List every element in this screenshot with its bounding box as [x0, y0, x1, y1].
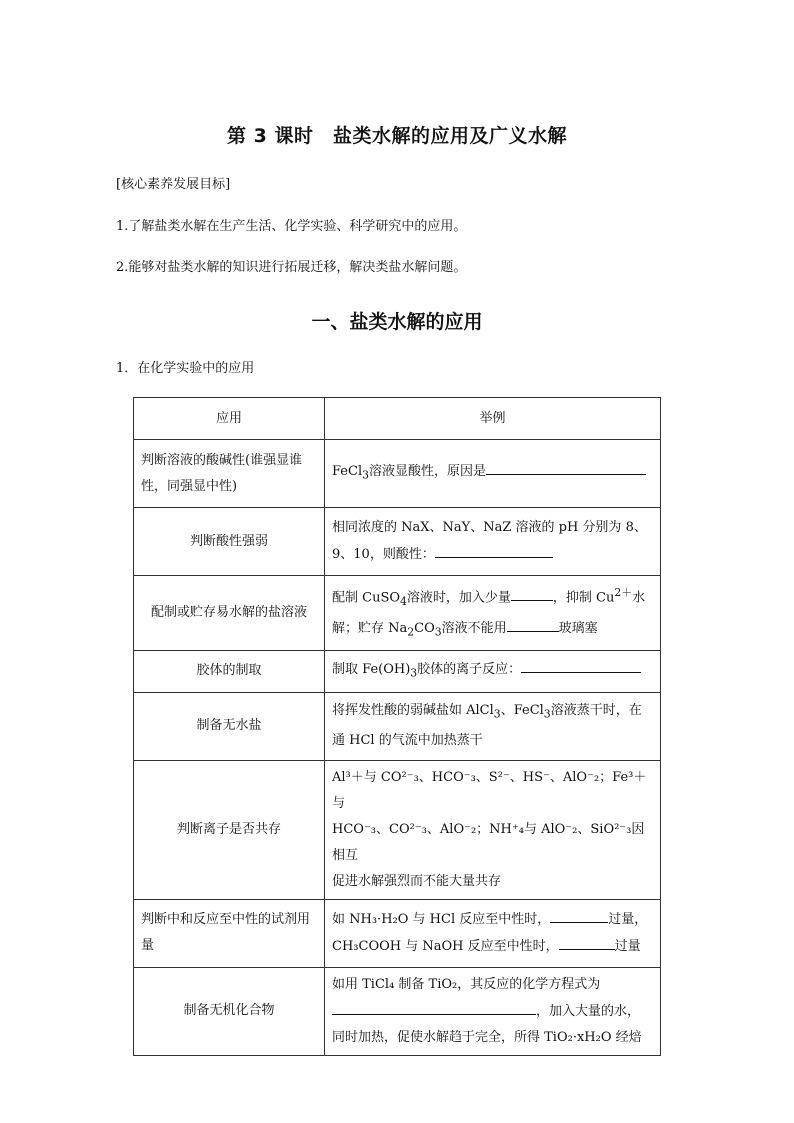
table-row [134, 650, 661, 692]
row-app: 判断中和反应至中性的试剂用量 [134, 899, 325, 967]
table-row [134, 692, 661, 760]
row-example: FeCl$_3$溶液显酸性，原因是 [325, 440, 661, 508]
answer-blank[interactable] [486, 458, 646, 475]
answer-blank[interactable] [511, 584, 553, 601]
goal-item-1: 1.了解盐类水解在生产生活、化学实验、科学研究中的应用。 [116, 219, 467, 234]
page-title: 第 3 课时 盐类水解的应用及广义水解 [227, 125, 567, 147]
row-example: Al³＋与 CO²⁻₃、HCO⁻₃、S²⁻、HS⁻、AlO⁻₂；Fe³＋与 HCO⁻₃、CO²⁻₃、AlO⁻₂；NH⁺₄与 AlO⁻₂、SiO²⁻₃因相互 促进水解强烈而不能大量共存 [325, 760, 661, 899]
table-header-row [134, 398, 661, 440]
row-app: 判断酸性强弱 [134, 508, 325, 576]
answer-blank[interactable] [435, 541, 553, 558]
goals-heading: [核心素养发展目标] [116, 177, 231, 192]
answer-blank[interactable] [507, 615, 559, 632]
table-row [134, 899, 661, 967]
row-example: 如用 TiCl₄ 制备 TiO₂，其反应的化学方程式为 ，加入大量的水， 同时加热，促使水解趋于完全，所得 TiO₂·xH₂O 经焙 [325, 967, 661, 1055]
row-example: 制取 $Fe(OH)_3$胶体的离子反应： [325, 650, 661, 692]
subsection-title: 1．在化学实验中的应用 [116, 361, 255, 376]
table-row [134, 440, 661, 508]
answer-blank[interactable] [521, 656, 641, 673]
row-app: 胶体的制取 [134, 650, 325, 692]
header-application: 应用 [134, 398, 325, 440]
answer-blank[interactable] [332, 998, 536, 1015]
section-title: 一、盐类水解的应用 [311, 311, 483, 333]
answer-blank[interactable] [559, 933, 615, 950]
table-row [134, 967, 661, 1055]
row-app: 制备无机化合物 [134, 967, 325, 1055]
table-row [134, 508, 661, 576]
row-app: 判断离子是否共存 [134, 760, 325, 899]
row-app: 制备无水盐 [134, 692, 325, 760]
row-app: 配制或贮存易水解的盐溶液 [134, 576, 325, 651]
header-example: 举例 [325, 398, 661, 440]
row-example: 将挥发性酸的弱碱盐如 AlCl$_3$、FeCl$_3$溶液蒸干时，在通 HCl 的气流中加热蒸干 [325, 692, 661, 760]
answer-blank[interactable] [550, 906, 608, 923]
row-app: 判断溶液的酸碱性(谁强显谁性，同强显中性) [134, 440, 325, 508]
table-row [134, 576, 661, 651]
row-example: 如 NH₃·H₂O 与 HCl 反应至中性时， 过量， CH₃COOH 与 NaOH 反应至中性时， 过量 [325, 899, 661, 967]
application-table [133, 397, 661, 1056]
row-example: 配制 CuSO$_4$溶液时，加入少量 ，抑制 $Cu^{2+}$水解；贮存 $Na_2CO_3$溶液不能用 玻璃塞 [325, 576, 661, 651]
goal-item-2: 2.能够对盐类水解的知识进行拓展迁移，解决类盐水解问题。 [116, 260, 467, 275]
row-example: 相同浓度的 NaX、NaY、NaZ 溶液的 pH 分别为 8、9、10，则酸性： [325, 508, 661, 576]
table-row [134, 760, 661, 899]
